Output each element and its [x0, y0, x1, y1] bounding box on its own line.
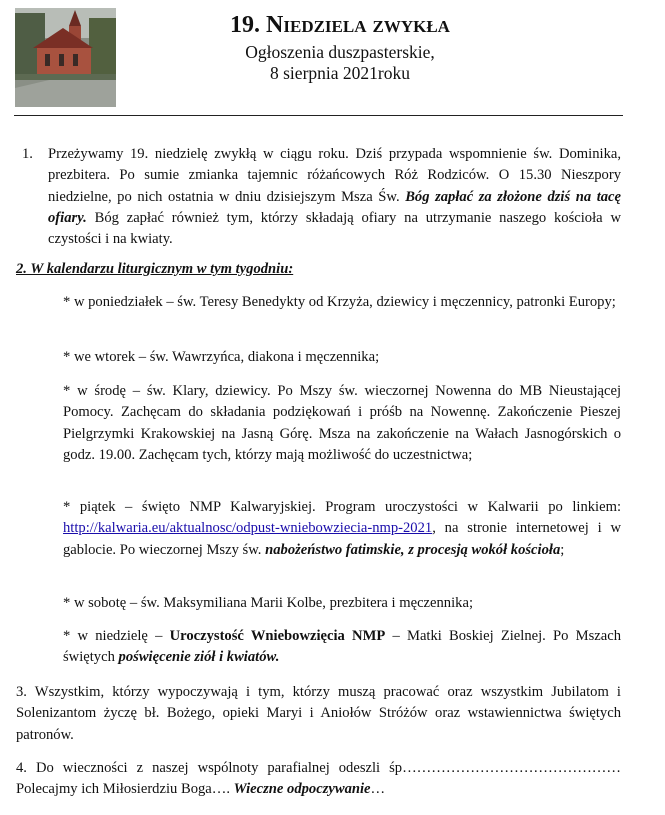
item-3: 3. Wszystkim, którzy wypoczywają i tym, którzy muszą pracować oraz wszystkim Jubilatom i Solenizantom życzę bł. Bożego, opieki Maryi i Aniołów Stróżów oraz wstawiennictwa świętych patronów.: [16, 684, 621, 743]
item-1: Przeżywamy 19. niedzielę zwykłą w ciągu roku. Dziś przypada wspomnienie św. Dominika, prezbitera. Po sumie zmianka tajemnic różańcowych Róż Rodziców. O 15.30 Nieszpory niedzielne, po nich ostatnia w dniu dzisiejszym Msza Św. Bóg zapłać za złożone dziś na tacę ofiary. Bóg zapłać również tym, którzy składają ofiary na utrzymanie naszego kościoła w czystości i na kwiaty.: [48, 146, 622, 248]
subtitle: Ogłoszenia duszpasterskie,: [245, 42, 435, 62]
section-2-heading: 2. W kalendarzu liturgicznym w tym tygodniu:: [16, 261, 294, 277]
item-4: 4. Do wieczności z naszej wspólnoty parafialnej odeszli śp……………………………………… Polecajmy ich Miłosierdziu Boga…. Wieczne odpoczywanie…: [16, 760, 621, 798]
bullet-wednesday: * w środę – św. Klary, dziewicy. Po Mszy św. wieczornej Nowenna do MB Nieustającej Pomocy. Zachęcam do składania podziękowań i próśb na Nowennę. Zakończenie Pieszej Pielgrzymki Krakowskiej na Jasną Górę. Msza na zakończenie na Wałach Jasnogórskich o godz. 19.00. Zachęcam tych, którzy mają możliwość do uczestnictwa;: [63, 383, 621, 463]
item-1-number: 1.: [22, 146, 33, 162]
bullet-sunday: * w niedzielę – Uroczystość Wniebowzięcia NMP – Matki Boskiej Zielnej. Po Mszach świętych poświęcenie ziół i kwiatów.: [63, 628, 621, 666]
church-photo: [15, 8, 116, 107]
kalwaria-link[interactable]: http://kalwaria.eu/aktualnosc/odpust-wniebowziecia-nmp-2021: [63, 520, 433, 537]
header-divider: [14, 115, 623, 116]
bullet-tuesday: * we wtorek – św. Wawrzyńca, diakona i męczennika;: [63, 349, 380, 365]
page-title: 19. Niedziela zwykła: [230, 12, 450, 38]
bullet-saturday: * w sobotę – św. Maksymiliana Marii Kolbe, prezbitera i męczennika;: [63, 595, 473, 611]
bullet-friday: * piątek – święto NMP Kalwaryjskiej. Program uroczystości w Kalwarii po linkiem: http://kalwaria.eu/aktualnosc/odpust-wniebowziecia-nmp-2021, na stronie internetowej i w gablocie. Po wieczornej Mszy św. nabożeństwo fatimskie, z procesją wokół kościoła;: [63, 499, 621, 558]
date: 8 sierpnia 2021roku: [270, 63, 410, 83]
bullet-monday: * w poniedziałek – św. Teresy Benedykty od Krzyża, dziewicy i męczennicy, patronki Europy;: [63, 294, 616, 310]
